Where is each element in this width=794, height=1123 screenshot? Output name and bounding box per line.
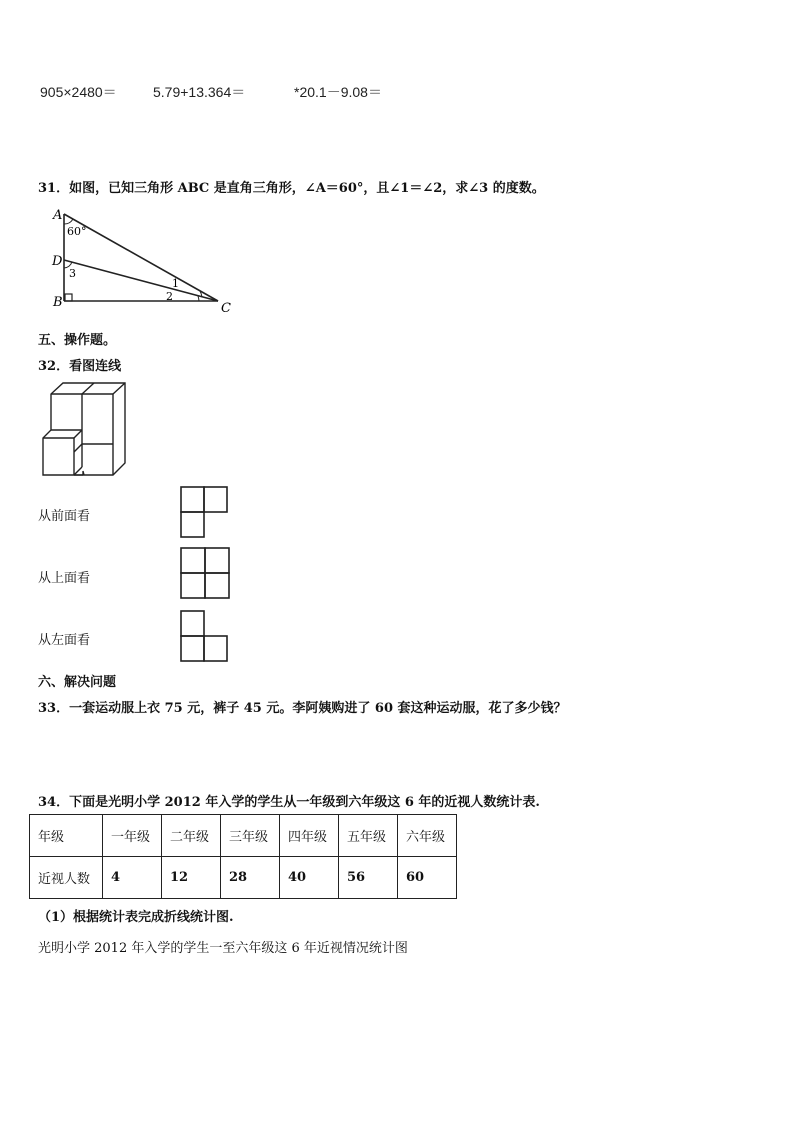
table-header-grade: 一年级 [103, 815, 162, 857]
table-row-values [30, 857, 457, 899]
label-2: 2 [166, 290, 173, 303]
view-grid-a[interactable] [180, 486, 230, 540]
cube-solid-figure [38, 380, 130, 478]
table-cell-value: 12 [162, 857, 221, 899]
table-cell-value: 60 [398, 857, 457, 899]
table-header-label: 年级 [30, 815, 103, 857]
question-34: 34．下面是光明小学 2012 年入学的学生从一年级到六年级这 6 年的近视人数统计表. [38, 795, 540, 810]
label-d: D [52, 254, 63, 269]
view-grid-c[interactable] [180, 610, 230, 664]
table-header-grade: 六年级 [398, 815, 457, 857]
table-header-grade: 五年级 [339, 815, 398, 857]
label-1: 1 [172, 277, 179, 290]
table-cell-value: 40 [280, 857, 339, 899]
label-a: A [53, 208, 63, 223]
table-row-header [30, 815, 457, 857]
triangle-figure [50, 205, 240, 320]
label-b: B [53, 295, 63, 310]
calc-2: 5.79+13.364＝ [153, 84, 246, 100]
label-3: 3 [69, 267, 76, 280]
question-32: 32．看图连线 [38, 359, 122, 374]
section-6-heading: 六、解决问题 [38, 675, 117, 690]
calc-1: 905×2480＝ [40, 84, 117, 100]
view-label-left: 从左面看 [38, 633, 91, 648]
table-header-grade: 四年级 [280, 815, 339, 857]
view-grid-b[interactable] [180, 547, 232, 601]
sub-question-1: （1）根据统计表完成折线统计图. [38, 910, 234, 925]
table-row-label: 近视人数 [30, 857, 103, 899]
table-header-grade: 三年级 [221, 815, 280, 857]
table-header-grade: 二年级 [162, 815, 221, 857]
view-label-top: 从上面看 [38, 571, 91, 586]
section-5-heading: 五、操作题。 [38, 333, 117, 348]
question-31: 31．如图，已知三角形 ABC 是直角三角形，∠A＝60°，且∠1＝∠2，求∠3 的度数。 [38, 181, 545, 196]
table-cell-value: 4 [103, 857, 162, 899]
table-cell-value: 28 [221, 857, 280, 899]
view-label-front: 从前面看 [38, 509, 91, 524]
question-33: 33．一套运动服上衣 75 元，裤子 45 元。李阿姨购进了 60 套这种运动服，花了多少钱？ [38, 701, 567, 716]
calc-3: *20.1－9.08＝ [294, 84, 382, 100]
myopia-stats-table [29, 814, 457, 899]
table-cell-value: 56 [339, 857, 398, 899]
chart-title: 光明小学 2012 年入学的学生一至六年级这 6 年近视情况统计图 [38, 941, 408, 956]
label-c: C [221, 301, 231, 316]
label-60: 60° [67, 225, 87, 238]
